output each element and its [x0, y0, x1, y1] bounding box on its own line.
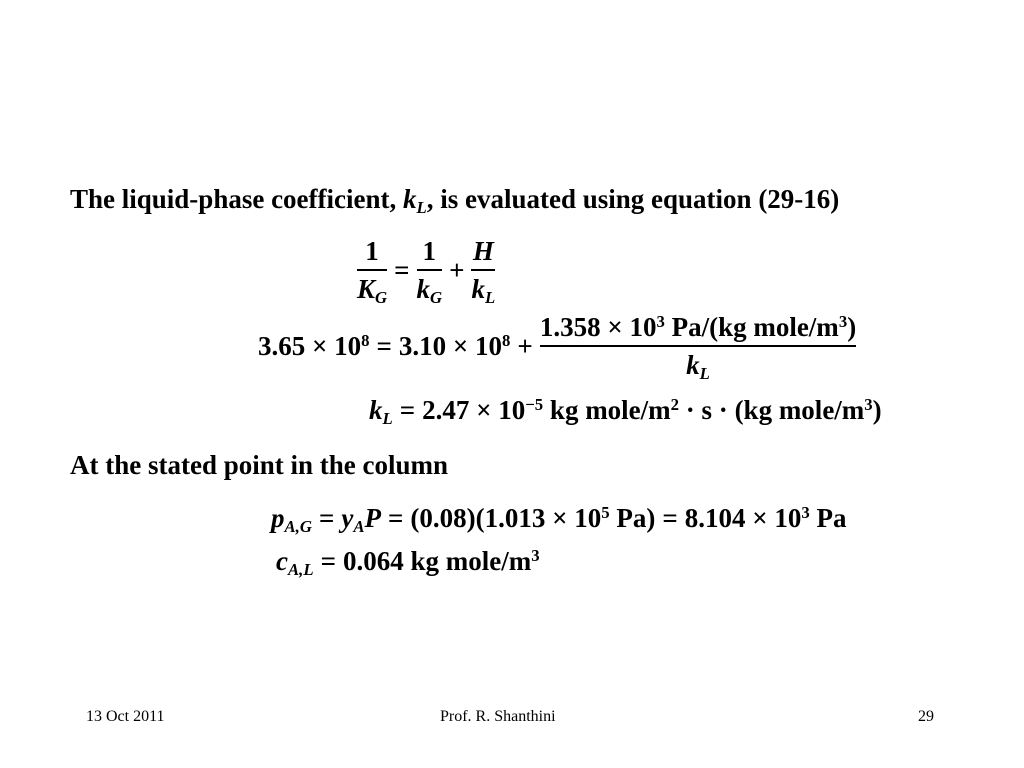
- eq1-t1-den-sub: G: [430, 288, 443, 308]
- eq3-value: 2.47 × 10: [422, 395, 526, 425]
- eq1-t2-den: k: [471, 274, 485, 305]
- eq2-num: [540, 312, 856, 343]
- section-heading: At the stated point in the column: [70, 450, 449, 480]
- intro-before: The liquid-phase coefficient,: [70, 184, 404, 214]
- eq1-lhs-fraction: [357, 236, 388, 308]
- eq4-lhs-sub: A,G: [284, 517, 312, 537]
- eq5-value-exp: 3: [531, 545, 540, 565]
- equation-1: [357, 236, 496, 308]
- eq1-t2-den-sub: L: [484, 288, 496, 308]
- eq4-y-sub: A: [353, 517, 365, 537]
- eq4-lhs: p: [271, 503, 285, 533]
- eq5-value: 0.064 kg mole/m: [342, 546, 532, 576]
- eq4-mid-b: Pa): [609, 503, 656, 533]
- eq5-lhs-sub: A,L: [287, 560, 314, 580]
- intro-after: , is evaluated using equation (29-16): [426, 184, 840, 214]
- eq2-den: k: [686, 350, 700, 381]
- eq3-unit-exp2: 3: [864, 394, 873, 414]
- eq1-lhs-num: 1: [365, 236, 379, 266]
- eq4-mid-exp: 5: [601, 502, 610, 522]
- eq2-lhs: [258, 331, 370, 362]
- eq2-lhs-text: 3.65 × 10: [258, 331, 362, 362]
- eq2-fraction: [539, 311, 857, 384]
- eq1-term2-fraction: [471, 236, 496, 308]
- eq3-value-exp: −5: [525, 394, 544, 414]
- eq2-mid: [399, 331, 511, 362]
- eq4-result: 8.104 × 10: [684, 503, 802, 533]
- eq1-term1-fraction: [416, 236, 443, 308]
- eq1-lhs-den: K: [357, 274, 376, 305]
- equation-5: [276, 545, 540, 580]
- eq3-equals: =: [399, 395, 416, 425]
- equation-3: [369, 394, 882, 429]
- eq2-den-sub: L: [699, 364, 710, 384]
- eq2-num-exp2: 3: [838, 311, 848, 331]
- eq2-mid-text: 3.10 × 10: [398, 331, 503, 362]
- eq2-num-c: ): [847, 312, 857, 342]
- eq4-result-exp: 3: [801, 502, 810, 522]
- eq2-num-b: Pa/(kg mole/m: [664, 312, 839, 342]
- equation-2: [258, 311, 857, 384]
- eq4-y: y: [341, 503, 354, 533]
- eq5-equals: =: [320, 546, 336, 576]
- eq1-t2-num: H: [472, 236, 494, 266]
- eq1-equals: =: [394, 255, 410, 286]
- footer-date: 13 Oct 2011: [86, 708, 165, 725]
- eq2-lhs-exp: 8: [361, 330, 370, 350]
- eq1-t1-num: 1: [422, 236, 437, 266]
- eq2-mid-exp: 8: [502, 330, 511, 350]
- eq3-lhs: k: [369, 395, 383, 425]
- footer-author: Prof. R. Shanthini: [440, 708, 556, 725]
- intro-var-k: k: [403, 184, 417, 214]
- eq4-mid-a: (0.08)(1.013 × 10: [410, 503, 602, 533]
- eq1-plus: +: [449, 255, 465, 286]
- eq3-unit-b: · s · (kg mole/m: [679, 395, 865, 425]
- eq3-unit-c: ): [872, 395, 882, 425]
- eq2-equals: =: [376, 331, 392, 362]
- eq2-plus: +: [517, 331, 533, 362]
- eq4-p: P: [364, 503, 381, 533]
- equation-4: [271, 502, 847, 537]
- intro-sentence: [70, 184, 840, 218]
- eq3-unit-exp: 2: [670, 394, 680, 414]
- footer-page-number: 29: [918, 708, 934, 725]
- eq5-lhs: c: [276, 546, 288, 576]
- eq3-lhs-sub: L: [382, 409, 393, 429]
- eq4-result-unit: Pa: [809, 503, 847, 533]
- eq1-t1-den: k: [416, 274, 430, 305]
- eq2-num-exp: 3: [656, 311, 665, 331]
- eq1-lhs-den-sub: G: [375, 288, 388, 308]
- intro-var-sub: L: [416, 198, 427, 218]
- eq4-equals-1: =: [318, 503, 335, 533]
- eq4-equals-2: =: [387, 503, 404, 533]
- eq2-num-a: 1.358 × 10: [539, 312, 657, 342]
- eq3-unit-a: kg mole/m: [543, 395, 671, 425]
- eq4-equals-3: =: [662, 503, 678, 533]
